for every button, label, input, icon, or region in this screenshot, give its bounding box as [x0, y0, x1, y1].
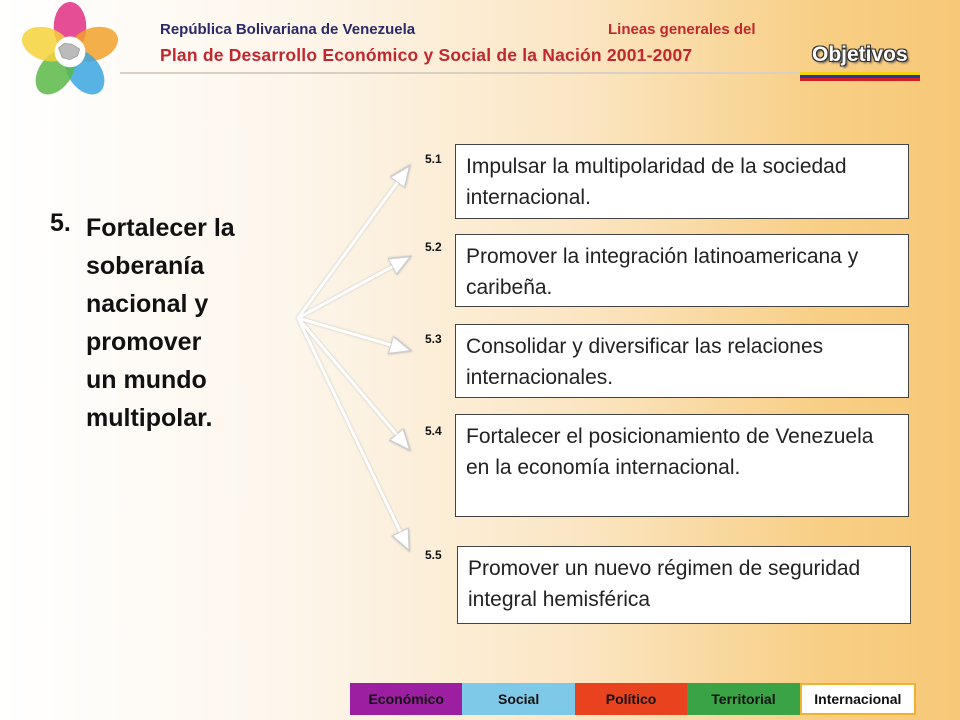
- objective-line: Fortalecer la: [86, 214, 235, 242]
- arrow-5-5: [298, 318, 408, 548]
- tab-economico[interactable]: Económico: [350, 683, 462, 715]
- sub-objective-number: 5.5: [425, 548, 442, 562]
- sub-objective-box: Consolidar y diversificar las relaciones internacionales.: [455, 324, 909, 398]
- area-tabs: [350, 683, 916, 715]
- arrow-5-2: [298, 258, 408, 318]
- tab-territorial[interactable]: Territorial: [687, 683, 799, 715]
- header-country: República Bolivariana de Venezuela: [160, 21, 416, 38]
- objective-line: soberanía: [86, 252, 205, 280]
- sub-objective-number: 5.3: [425, 332, 442, 346]
- arrow-5-3: [298, 318, 408, 350]
- tab-internacional[interactable]: Internacional: [800, 683, 916, 715]
- objective-line: promover: [86, 328, 202, 356]
- sub-objective-number: 5.2: [425, 240, 442, 254]
- sub-objective-box: Promover un nuevo régimen de seguridad integral hemisférica: [457, 546, 911, 624]
- objective-line: un mundo: [86, 366, 207, 394]
- sub-objective-number: 5.1: [425, 152, 442, 166]
- section-title: Objetivos: [812, 43, 908, 66]
- arrow-5-1: [298, 168, 408, 318]
- sub-objective-box: Promover la integración latinoamericana y caribeña.: [455, 234, 909, 307]
- arrow-5-4: [298, 318, 408, 448]
- sub-objective-box: Fortalecer el posicionamiento de Venezuela en la economía internacional.: [455, 414, 909, 517]
- sub-objective-box: Impulsar la multipolaridad de la sociedad internacional.: [455, 144, 909, 219]
- header-plan-title: Plan de Desarrollo Económico y Social de la Nación 2001-2007: [160, 45, 693, 65]
- objective-line: nacional y: [86, 290, 209, 318]
- objective-line: multipolar.: [86, 404, 213, 432]
- tab-politico[interactable]: Político: [575, 683, 687, 715]
- sub-objective-number: 5.4: [425, 424, 442, 438]
- tab-social[interactable]: Social: [462, 683, 574, 715]
- header-lineas: Lineas generales del: [608, 21, 756, 38]
- objective-number: 5.: [50, 209, 71, 237]
